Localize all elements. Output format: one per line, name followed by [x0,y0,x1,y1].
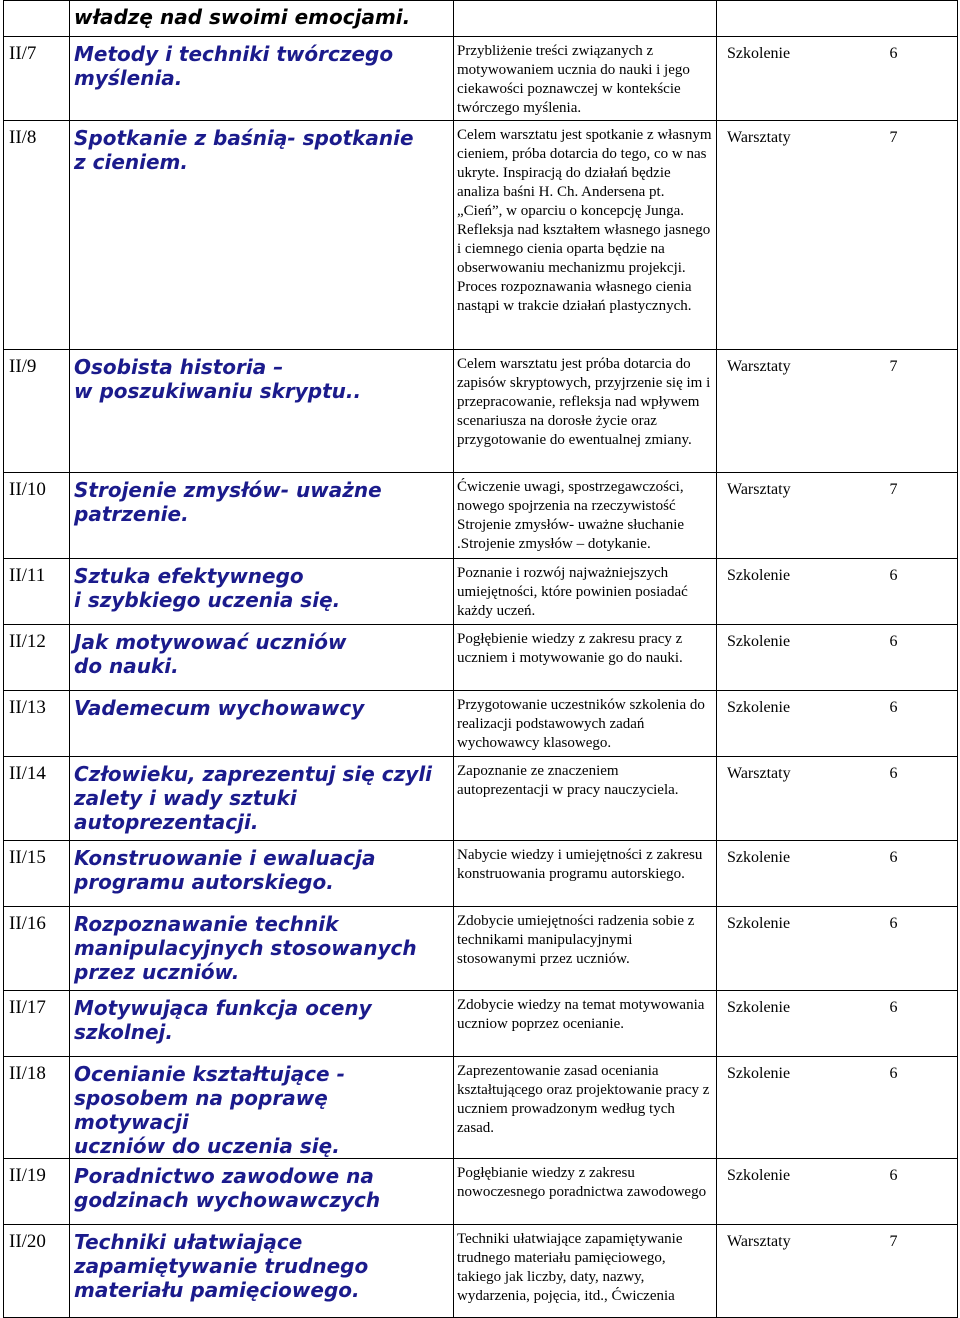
table-row [4,841,958,907]
row-description-cell [454,1225,717,1318]
row-description: Ćwiczenie uwagi, spostrzegawczości, nowego spojrzenia na rzeczywistość Strojenie zmysłów- uważne słuchanie .Strojenie zmysłów – dotykanie. [457,479,685,552]
row-description-cell [454,37,717,121]
row-hours: 7 [889,129,898,146]
table-row [4,1057,958,1159]
row-form: Szkolenie [727,1065,791,1082]
row-description: Zdobycie umiejętności radzenia sobie z technikami manipulacyjnymi stosowanymi przez uczniów. [457,913,695,967]
row-title-cell [70,1225,454,1318]
row-form: Szkolenie [727,1167,791,1184]
table-row [4,1159,958,1225]
row-title: Sztuka efektywnego i szybkiego uczenia się. [74,564,341,612]
row-hours: 6 [889,1065,898,1082]
row-form: Szkolenie [727,633,791,650]
row-number-cell [4,691,70,757]
row-description-cell [454,907,717,991]
row-number: II/10 [9,479,46,500]
row-title: Konstruowanie i ewaluacja programu autorskiego. [74,846,376,894]
table-row [4,121,958,350]
row-number: II/13 [9,697,46,718]
row-title-cell [70,907,454,991]
row-title: Człowieku, zaprezentuj się czyli zalety i wady sztuki autoprezentacji. [74,762,433,834]
row-title: Jak motywować uczniów do nauki. [74,630,347,678]
row-form-cell [717,121,877,350]
row-title: Rozpoznawanie technik manipulacyjnych stosowanych przez uczniów. [74,912,417,984]
row-number: II/11 [9,565,46,586]
table-row [4,757,958,841]
row-hours: 6 [889,915,898,932]
row-number-cell [4,1225,70,1318]
row-hours-cell [877,691,958,757]
row-title: Techniki ułatwiające zapamiętywanie trudnego materiału pamięciowego. [74,1230,369,1302]
row-form: Warsztaty [727,1233,791,1250]
row-form-cell [717,473,877,559]
row-description: Pogłębianie wiedzy z zakresu nowoczesnego poradnictwa zawodowego [457,1165,707,1200]
row-title-cell [70,350,454,473]
row-hours-cell [877,350,958,473]
row-number-cell [4,625,70,691]
table-row [4,907,958,991]
row-hours-cell [877,559,958,625]
row-number: II/20 [9,1231,46,1252]
table-row [4,1225,958,1318]
row-description: Pogłębienie wiedzy z zakresu pracy z uczniem i motywowanie go do nauki. [457,631,683,666]
table-row [4,991,958,1057]
row-hours: 6 [889,765,898,782]
row-form-cell [717,991,877,1057]
row-number: II/12 [9,631,46,652]
row-form-cell [717,350,877,473]
row-title-cell [70,1,454,37]
row-form: Szkolenie [727,45,791,62]
row-number: II/7 [9,43,37,64]
row-title-cell [70,473,454,559]
row-title-cell [70,691,454,757]
row-title: Ocenianie kształtujące - sposobem na poprawę motywacji uczniów do uczenia się. [74,1062,345,1158]
row-description: Zaprezentowanie zasad oceniania kształtującego oraz projektowanie pracy z uczniem prowadzonym według tych zasad. [457,1063,710,1136]
row-form: Szkolenie [727,849,791,866]
row-number: II/18 [9,1063,46,1084]
row-title: Osobista historia – w poszukiwaniu skryptu.. [74,355,362,403]
row-form-cell [717,625,877,691]
row-description-cell [454,559,717,625]
row-title-cell [70,991,454,1057]
row-number-cell [4,1,70,37]
row-hours-cell [877,625,958,691]
row-form: Szkolenie [727,699,791,716]
row-title-cell [70,757,454,841]
row-hours-cell [877,991,958,1057]
row-form-cell [717,757,877,841]
row-number-cell [4,1159,70,1225]
row-description: Zdobycie wiedzy na temat motywowania uczniow poprzez ocenianie. [457,997,705,1032]
row-description-cell [454,121,717,350]
row-hours: 6 [889,45,898,62]
row-number: II/17 [9,997,46,1018]
training-plan-table [3,0,958,1318]
row-description: Poznanie i rozwój najważniejszych umiejętności, które powinien posiadać każdy uczeń. [457,565,688,619]
row-description: Celem warsztatu jest spotkanie z własnym cieniem, próba dotarcia do tego, co w nas ukryte. Inspiracją do działań będzie analiza baśni H. Ch. Andersena pt. „Cień”, w oparciu o koncepcję Junga. Refleksja nad kształtem własnego jasnego i ciemnego cienia oparta będzie na obserwowaniu mechanizmu projekcji. Proces rozpoznawania własnego cienia nastąpi w trakcie działań plastycznych. [457,127,712,314]
row-description-cell [454,350,717,473]
row-form-cell [717,37,877,121]
row-title: Motywująca funkcja oceny szkolnej. [74,996,372,1044]
row-hours-cell [877,121,958,350]
row-hours: 7 [889,481,898,498]
row-title-cell [70,559,454,625]
row-hours-cell [877,1159,958,1225]
row-number-cell [4,559,70,625]
row-form-cell [717,1159,877,1225]
row-hours: 6 [889,699,898,716]
row-hours-cell [877,1057,958,1159]
row-form-cell [717,907,877,991]
row-form: Warsztaty [727,129,791,146]
row-hours-cell [877,757,958,841]
row-number-cell [4,907,70,991]
row-number-cell [4,757,70,841]
row-number-cell [4,37,70,121]
row-hours: 6 [889,567,898,584]
row-title-cell [70,1057,454,1159]
row-title: władzę nad swoimi emocjami. [74,5,411,29]
row-number-cell [4,121,70,350]
row-description-cell [454,691,717,757]
row-description-cell [454,625,717,691]
row-title-cell [70,37,454,121]
row-hours: 6 [889,999,898,1016]
row-hours: 6 [889,633,898,650]
row-description-cell [454,841,717,907]
row-title-cell [70,121,454,350]
row-title-cell [70,625,454,691]
row-form: Szkolenie [727,567,791,584]
row-hours-cell [877,1,958,37]
table-row [4,350,958,473]
row-title: Strojenie zmysłów- uważne patrzenie. [74,478,382,526]
row-title-cell [70,1159,454,1225]
table-row [4,37,958,121]
row-hours: 7 [889,1233,898,1250]
table-row [4,473,958,559]
row-title: Spotkanie z baśnią- spotkanie z cieniem. [74,126,414,174]
row-number: II/9 [9,356,37,377]
row-form-cell [717,559,877,625]
row-description: Zapoznanie ze znaczeniem autoprezentacji w pracy nauczyciela. [457,763,679,798]
row-form: Warsztaty [727,358,791,375]
row-hours: 7 [889,358,898,375]
row-form: Szkolenie [727,999,791,1016]
row-form: Warsztaty [727,481,791,498]
row-form: Warsztaty [727,765,791,782]
row-form: Szkolenie [727,915,791,932]
row-form-cell [717,1,877,37]
row-hours-cell [877,907,958,991]
row-hours-cell [877,841,958,907]
row-description-cell [454,473,717,559]
row-description: Przybliżenie treści związanych z motywowaniem ucznia do nauki i jego ciekawości poznawczej w kontekście twórczego myślenia. [457,43,690,116]
row-hours: 6 [889,849,898,866]
row-number-cell [4,473,70,559]
row-form-cell [717,691,877,757]
row-description-cell [454,991,717,1057]
row-title: Metody i techniki twórczego myślenia. [74,42,394,90]
row-number: II/14 [9,763,46,784]
row-title: Vademecum wychowawcy [74,696,365,720]
table-row [4,559,958,625]
table-row [4,691,958,757]
row-description-cell [454,757,717,841]
row-hours: 6 [889,1167,898,1184]
row-form-cell [717,1225,877,1318]
row-number: II/16 [9,913,46,934]
row-description: Techniki ułatwiające zapamiętywanie trudnego materiału pamięciowego, takiego jak liczby, daty, nazwy, wydarzenia, pojęcia, itd., Ćwiczenia [457,1231,683,1304]
row-number-cell [4,1057,70,1159]
row-title-cell [70,841,454,907]
row-hours-cell [877,473,958,559]
row-title: Poradnictwo zawodowe na godzinach wychowawczych [74,1164,381,1212]
row-number-cell [4,991,70,1057]
row-hours-cell [877,37,958,121]
row-description-cell [454,1057,717,1159]
row-description: Przygotowanie uczestników szkolenia do realizacji podstawowych zadań wychowawcy klasowego. [457,697,705,751]
row-description: Celem warsztatu jest próba dotarcia do zapisów skryptowych, przyjrzenie się im i przepracowanie, refleksja nad wpływem scenariusza na dorosłe życie oraz przygotowanie do ewentualnej zmiany. [457,356,711,448]
row-hours-cell [877,1225,958,1318]
row-number: II/8 [9,127,37,148]
row-description-cell [454,1159,717,1225]
row-number-cell [4,350,70,473]
row-number: II/15 [9,847,46,868]
row-number-cell [4,841,70,907]
row-number: II/19 [9,1165,46,1186]
row-form-cell [717,1057,877,1159]
row-form-cell [717,841,877,907]
row-description: Nabycie wiedzy i umiejętności z zakresu konstruowania programu autorskiego. [457,847,703,882]
table-row [4,625,958,691]
row-description-cell [454,1,717,37]
table-row-top [4,1,958,37]
